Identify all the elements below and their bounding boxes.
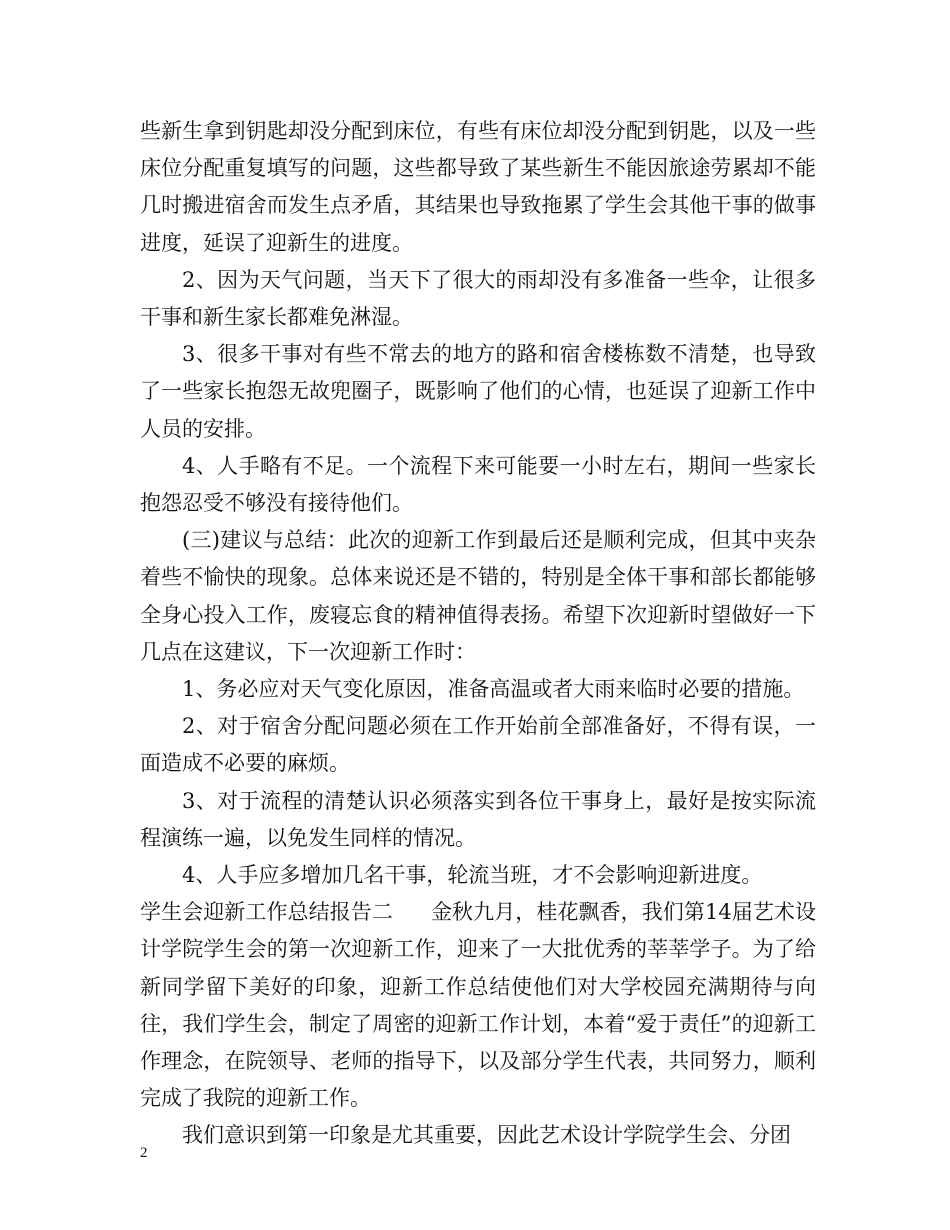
body-text (140, 113, 816, 1155)
report-two-heading: 学生会迎新工作总结报告二 (140, 900, 393, 925)
paragraph-item-4-staffing: 4、人手略有不足。一个流程下来可能要一小时左右，期间一些家长抱怨忍受不够没有接待他们。 (140, 453, 816, 516)
paragraph-suggestion-2: 2、对于宿舍分配问题必须在工作开始前全部准备好，不得有误，一面造成不必要的麻烦。 (140, 714, 816, 776)
paragraph-first-impression: 我们意识到第一印象是尤其重要，因此艺术设计学院学生会、分团 (182, 1123, 791, 1148)
paragraph-continuation: 些新生拿到钥匙却没分配到床位，有些有床位却没分配到钥匙，以及一些床位分配重复填写的问题，这些都导致了某些新生不能因旅途劳累却不能几时搬进宿舍而发生点矛盾，其结果也导致拖累了学生会其他干事的做事进度，延误了迎新生的进度。 (140, 119, 816, 255)
page-number: 2 (140, 1145, 148, 1161)
paragraph-suggestion-1: 1、务必应对天气变化原因，准备高温或者大雨来临时必要的措施。 (182, 677, 805, 702)
paragraph-report-two (140, 894, 816, 1117)
paragraph-suggestions-summary: (三)建议与总结：此次的迎新工作到最后还是顺利完成，但其中夹杂着些不愉快的现象。总体来说还是不错的，特别是全体干事和部长都能够全身心投入工作，废寝忘食的精神值得表扬。希望下次迎新时望做好一下几点在这建议，下一次迎新工作时： (140, 528, 816, 664)
paragraph-item-2-rain: 2、因为天气问题，当天下了很大的雨却没有多准备一些伞，让很多干事和新生家长都难免淋湿。 (140, 267, 816, 330)
paragraph-suggestion-3: 3、对于流程的清楚认识必须落实到各位干事身上，最好是按实际流程演练一遍，以免发生同样的情况。 (140, 788, 816, 850)
report-two-body: 金秋九月，桂花飘香，我们第14届艺术设计学院学生会的第一次迎新工作，迎来了一大批优秀的莘莘学子。为了给新同学留下美好的印象，迎新工作总结使他们对大学校园充满期待与向往，我们学生会，制定了周密的迎新工作计划，本着“爱于责任”的迎新工作理念，在院领导、老师的指导下，以及部分学生代表，共同努力，顺利完成了我院的迎新工作。 (140, 900, 816, 1111)
paragraph-item-3-routes: 3、很多干事对有些不常去的地方的路和宿舍楼栋数不清楚，也导致了一些家长抱怨无故兜圈子，既影响了他们的心情，也延误了迎新工作中人员的安排。 (140, 342, 816, 441)
paragraph-suggestion-4: 4、人手应多增加几名干事，轮流当班，才不会影响迎新进度。 (182, 863, 763, 888)
